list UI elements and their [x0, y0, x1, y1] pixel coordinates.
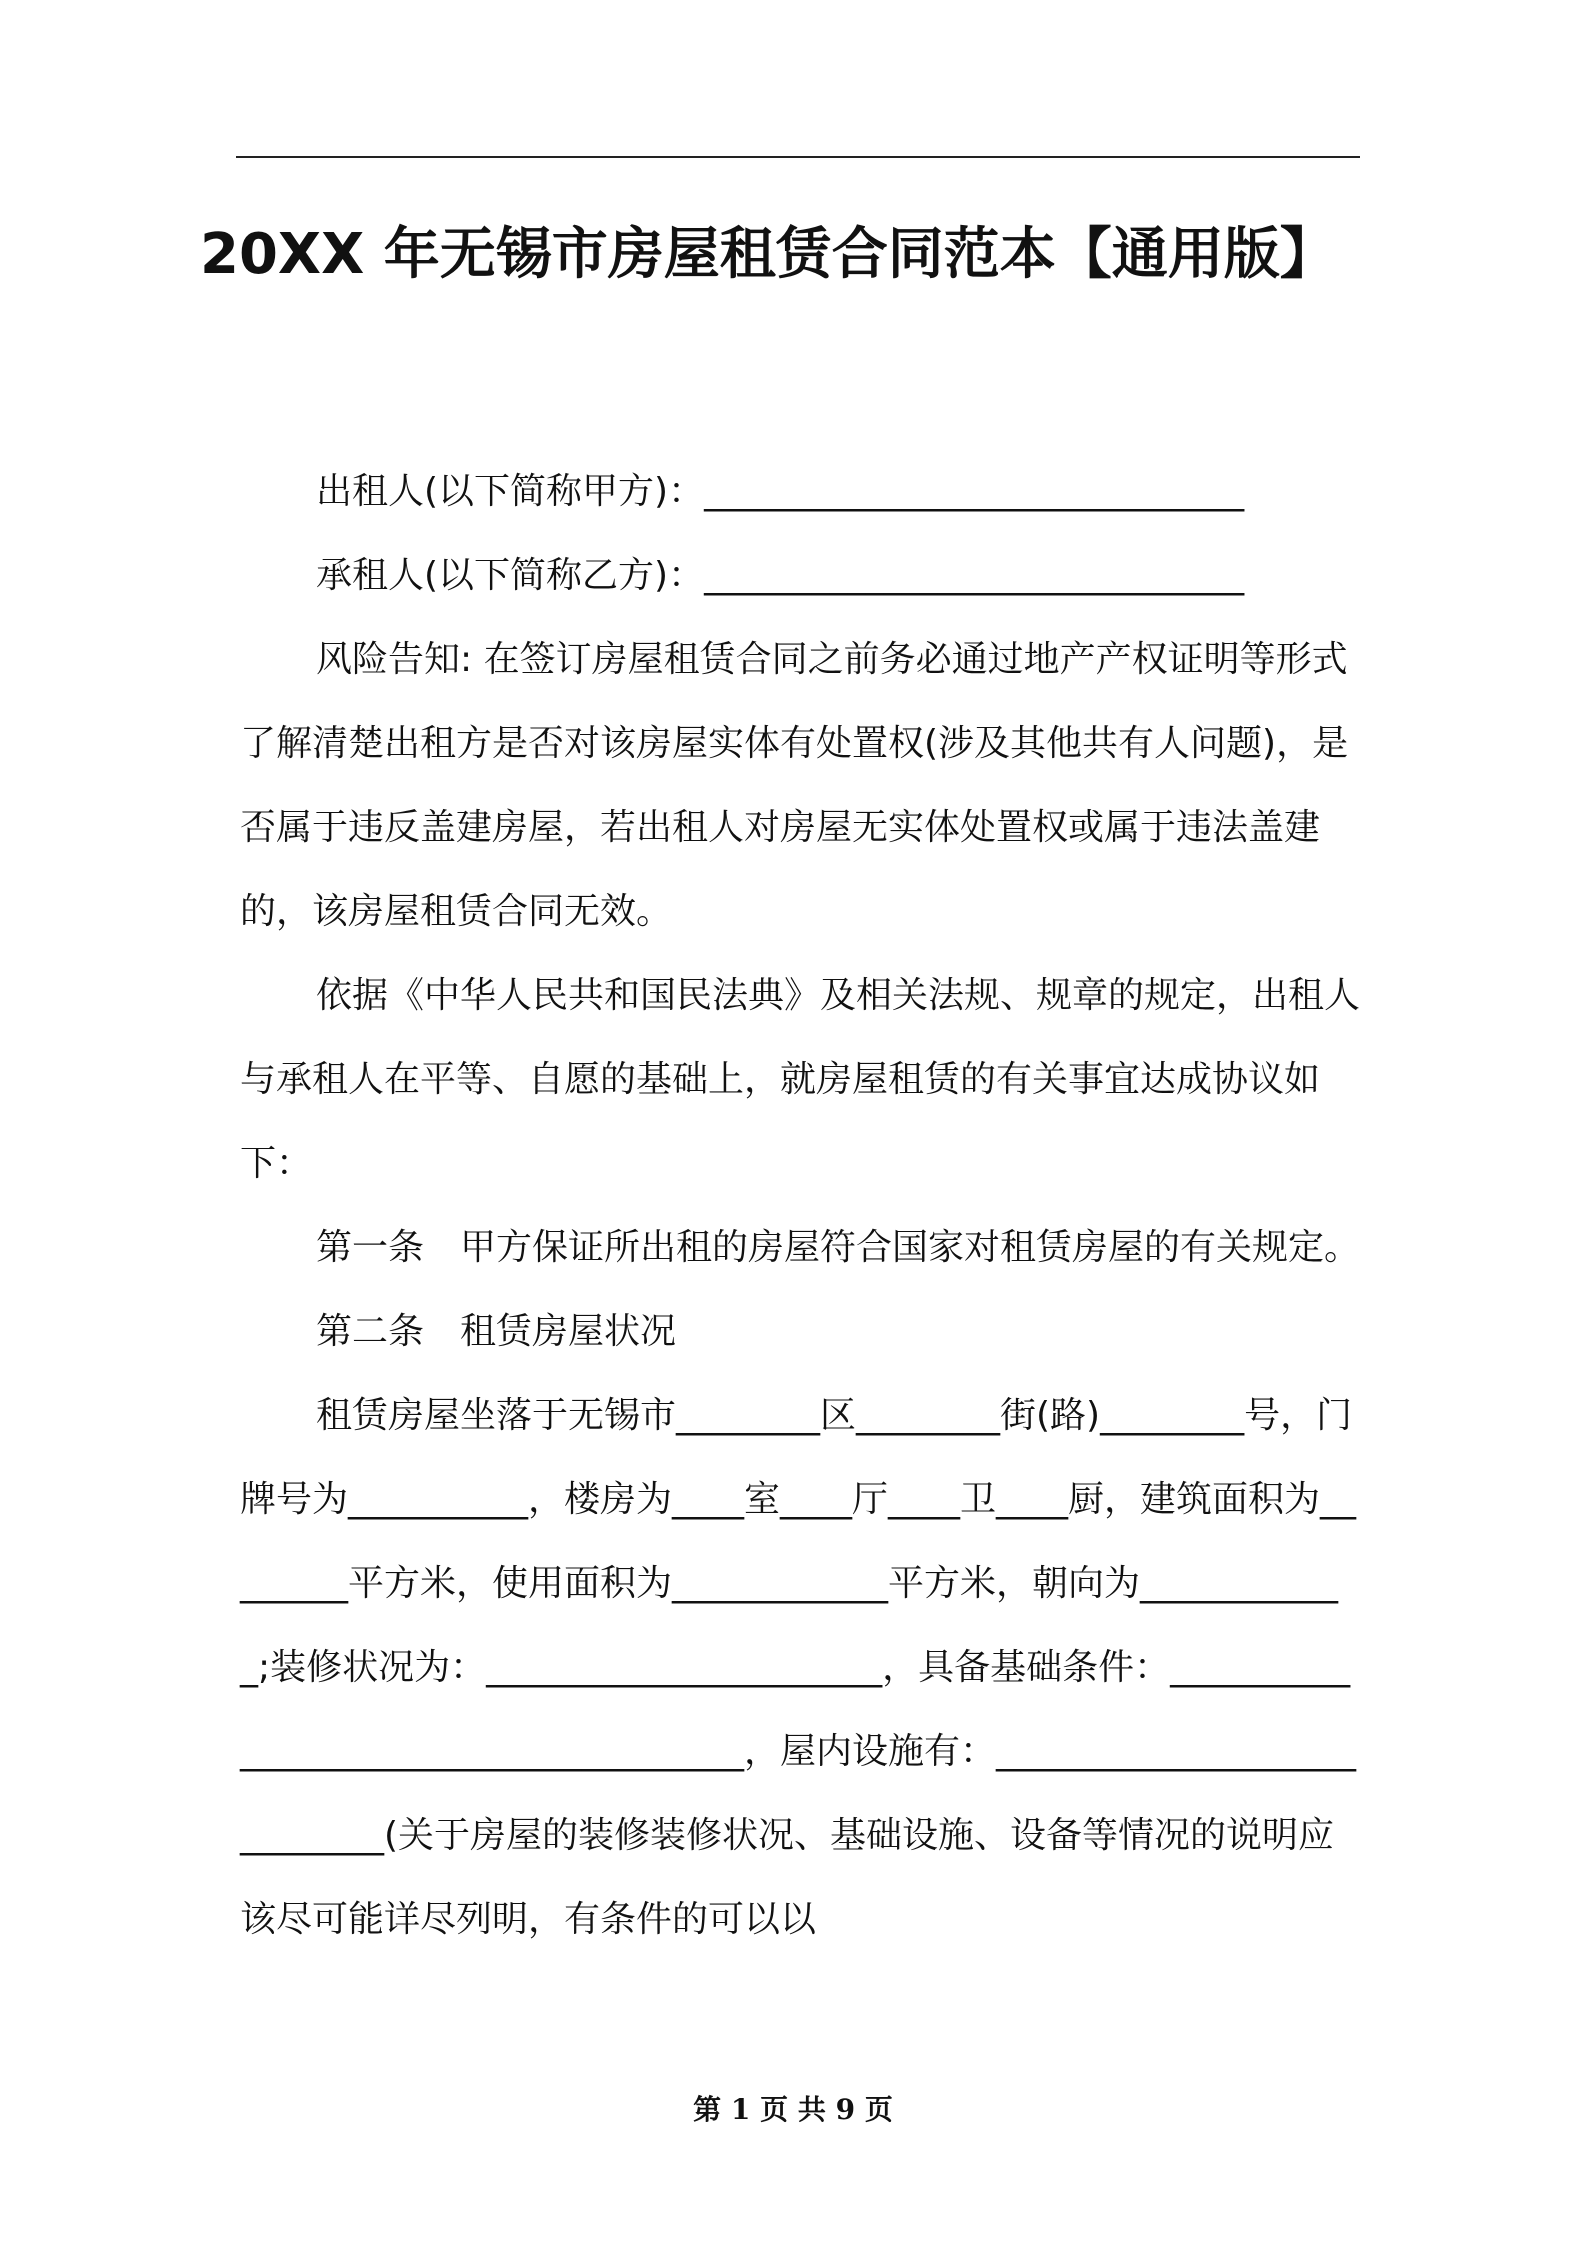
document-title: 20XX 年无锡市房屋租赁合同范本【通用版】 — [200, 222, 1336, 287]
document-body — [240, 450, 1360, 1962]
legal-basis-paragraph: 依据《中华人民共和国民法典》及相关法规、规章的规定，出租人与承租人在平等、自愿的基础上，就房屋租赁的有关事宜达成协议如下： — [240, 975, 1361, 1184]
page-footer: 第 1 页 共 9 页 — [693, 2093, 893, 2126]
risk-notice-paragraph: 风险告知: 在签订房屋租赁合同之前务必通过地产产权证明等形式了解清楚出租方是否对该房屋实体有处置权(涉及其他共有人问题)，是否属于违反盖建房屋，若出租人对房屋无实体处置权或属于违法盖建的，该房屋租赁合同无效。 — [240, 639, 1349, 932]
article-one-paragraph: 第一条 甲方保证所出租的房屋符合国家对租赁房屋的有关规定。 — [316, 1227, 1361, 1268]
article-two-heading: 第二条 租赁房屋状况 — [316, 1311, 677, 1352]
lessee-line: 承租人(以下简称乙方)：______________________________ — [316, 555, 1245, 596]
header-rule — [236, 156, 1360, 158]
lessor-line: 出租人(以下简称甲方)：______________________________ — [316, 471, 1245, 512]
property-details-paragraph: 租赁房屋坐落于无锡市________区________街(路)________号，门牌号为__________，楼房为____室____厅____卫____厨，建筑面积为________平方米，使用面积为____________平方米，朝向为____________;装修状况为：______________________，具备基础条件：______________________________________，屋内设施有：____________________________(关于房屋的装修装修状况、基础设施、设备等情况的说明应该尽可能详尽列明，有条件的可以以 — [240, 1395, 1357, 1940]
